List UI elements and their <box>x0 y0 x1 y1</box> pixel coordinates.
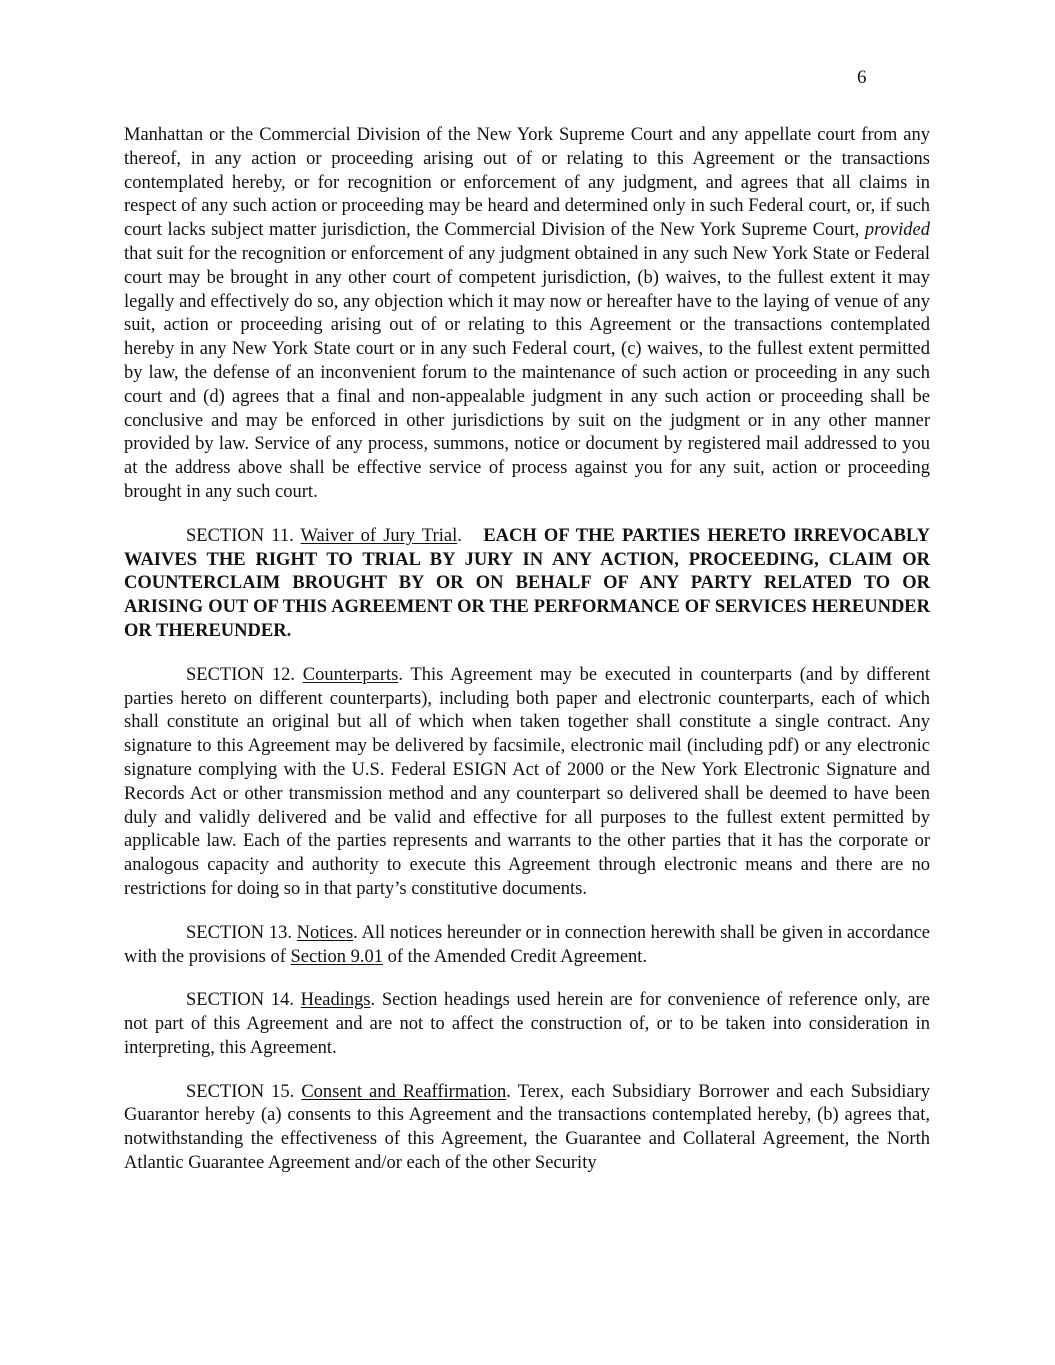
page-number: 6 <box>857 67 867 88</box>
section-13-paragraph <box>124 922 930 970</box>
section-14-text: . Section headings used herein are for convenience of reference only, are not part of this Agreement and are not to affect the construction of, or to be taken into consideration in interpreting, this Agreement. <box>124 990 930 1058</box>
section-13-heading: Notices <box>296 922 354 943</box>
section-11-paragraph <box>124 525 930 644</box>
section-11-separator: . <box>457 525 484 546</box>
section-11-bold-text: EACH OF THE PARTIES HERETO IRREVOCABLY WAIVES THE RIGHT TO TRIAL BY JURY IN ANY ACTION, PROCEEDING, CLAIM OR COUNTERCLAIM BROUGHT BY OR ON BEHALF OF ANY PARTY RELATED TO OR ARISING OUT OF THIS AGREEMENT OR THE PERFORMANCE OF SERVICES HEREUNDER OR THEREUNDER. <box>124 525 930 641</box>
provided-term: provided <box>864 220 930 241</box>
section-12-text: . This Agreement may be executed in counterparts (and by different parties hereto on different counterparts), including both paper and electronic counterparts, each of which shall constitute an original but all of which when taken together shall constitute a single contract. Any signature to this Agreement may be delivered by facsimile, electronic mail (including pdf) or any electronic signature complying with the U.S. Federal ESIGN Act of 2000 or the New York Electronic Signature and Records Act or other transmission method and any counterpart so delivered shall be deemed to have been duly and validly delivered and be valid and effective for all purposes to the fullest extent permitted by applicable law. Each of the parties represents and warrants to the other parties that it has the corporate or analogous capacity and authority to execute this Agreement through electronic means and there are no restrictions for doing so in that party’s constitutive documents. <box>124 664 930 899</box>
section-13-label: SECTION 13. <box>186 922 297 943</box>
section-14-label: SECTION 14. <box>186 990 301 1011</box>
section-12-paragraph <box>124 664 930 902</box>
jurisdiction-text-2: that suit for the recognition or enforcement of any judgment obtained in any such New York State or Federal court may be brought in any other court of competent jurisdiction, (b) waives, to the fullest extent it may legally and effectively do so, any objection which it may now or hereafter have to the laying of venue of any suit, action or proceeding arising out of or relating to this Agreement or the transactions contemplated hereby in any New York State court or in any such Federal court, (c) waives, to the fullest extent permitted by law, the defense of an inconvenient forum to the maintenance of such action or proceeding in any such court and (d) agrees that a final and non-appealable judgment in any such action or proceeding shall be conclusive and may be enforced in other jurisdictions by suit on the judgment or in any other manner provided by law. Service of any process, summons, notice or document by registered mail addressed to you at the address above shall be effective service of process against you for any suit, action or proceeding brought in any such court. <box>124 243 930 502</box>
section-15-label: SECTION 15. <box>186 1081 302 1102</box>
jurisdiction-text-1: Manhattan or the Commercial Division of the New York Supreme Court and any appellate court from any thereof, in any action or proceeding arising out of or relating to this Agreement or the transactions contemplated hereby, or for recognition or enforcement of any judgment, and agrees that all claims in respect of any such action or proceeding may be heard and determined only in such Federal court, or, if such court lacks subject matter jurisdiction, the Commercial Division of the New York Supreme Court, <box>124 125 930 241</box>
section-9-01-reference: Section 9.01 <box>290 946 383 967</box>
section-15-text: . Terex, each Subsidiary Borrower and each Subsidiary Guarantor hereby (a) consents to this Agreement and the transactions contemplated hereby, (b) agrees that, notwithstanding the effectiveness of this Agreement, the Guarantee and Collateral Agreement, the North Atlantic Guarantee Agreement and/or each of the other Security <box>124 1081 930 1174</box>
section-15-heading: Consent and Reaffirmation <box>301 1081 507 1102</box>
section-13-text-1: . All notices hereunder or in connection herewith shall be given in accordance with the provisions of <box>124 922 930 967</box>
section-12-heading: Counterparts <box>302 664 399 685</box>
document-body <box>124 124 930 1196</box>
section-11-label: SECTION 11. <box>186 525 301 546</box>
section-14-heading: Headings <box>300 990 371 1011</box>
section-15-paragraph <box>124 1081 930 1176</box>
jurisdiction-paragraph <box>124 124 930 505</box>
section-14-paragraph <box>124 989 930 1060</box>
section-11-heading: Waiver of Jury Trial <box>300 525 458 546</box>
section-13-text-2: of the Amended Credit Agreement. <box>383 946 648 967</box>
section-12-label: SECTION 12. <box>186 664 303 685</box>
